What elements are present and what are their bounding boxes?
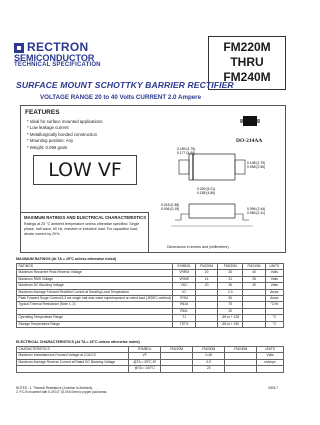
elec-char-cell: mAmps bbox=[257, 359, 284, 365]
max-ratings-cell: 30 bbox=[218, 283, 243, 289]
features-panel bbox=[20, 105, 286, 253]
max-ratings-cell: TSTG bbox=[173, 321, 196, 327]
document-title: SURFACE MOUNT SCHOTTKY BARRIER RECTIFIER bbox=[16, 80, 234, 90]
max-ratings-header-cell: RATINGS bbox=[17, 264, 173, 270]
elec-char-header-cell: SYMBOL bbox=[129, 347, 161, 353]
brand-subtitle: SEMICONDUCTOR bbox=[14, 53, 95, 63]
part-number-thru: THRU bbox=[230, 55, 264, 69]
elec-char-header-cell: CHARACTERISTICS bbox=[17, 347, 129, 353]
dim-label: 0.108 (2.70) bbox=[247, 161, 266, 165]
max-ratings-cell: 75 bbox=[218, 302, 243, 308]
side-lead-left bbox=[175, 214, 189, 220]
max-ratings-header-cell: FM240M bbox=[243, 264, 265, 270]
elec-char-cell bbox=[17, 366, 129, 372]
package-side-view bbox=[189, 204, 235, 218]
note-line: 2. P.C.B mounted with 0.2X0.2" (5.0X5.0mm²) copper pad areas. bbox=[16, 390, 108, 395]
max-ratings-row bbox=[17, 321, 284, 327]
max-ratings-cell bbox=[195, 321, 217, 327]
max-ratings-cell: Typical Thermal Resistance (Note 1, 2) bbox=[17, 302, 173, 308]
elec-char-cell: Maximum Average Reverse Current at Rated DC Blocking Voltage bbox=[17, 359, 129, 365]
max-ratings-cell: Volts bbox=[265, 283, 283, 289]
feature-item: * Weight: 0.096 gram bbox=[27, 145, 103, 151]
max-ratings-cell: 14 bbox=[195, 276, 217, 282]
max-ratings-cell: 30 bbox=[218, 270, 243, 276]
max-ratings-cell: 40 bbox=[243, 283, 265, 289]
ratings-notice-text: Ratings at 25 °C ambient temperature unless otherwise specified. Single phase, half wave, 60 Hz, resistive or inductive load. For capacitive load, derate current by 20%. bbox=[24, 222, 140, 236]
max-ratings-header-cell: SYMBOL bbox=[173, 264, 196, 270]
max-ratings-cell: RθJL bbox=[173, 308, 196, 314]
max-ratings-table bbox=[16, 263, 284, 328]
max-ratings-cell: IFSM bbox=[173, 296, 196, 302]
notes-block bbox=[16, 386, 107, 395]
elec-char-cell: VF bbox=[129, 353, 161, 359]
brand-name: RECTRON bbox=[27, 40, 89, 54]
max-ratings-header-cell: FM220M bbox=[195, 264, 217, 270]
ratings-notice-box bbox=[21, 212, 149, 253]
package-label: DO-214AA bbox=[236, 138, 263, 144]
max-ratings-cell: VRRM bbox=[173, 270, 196, 276]
max-ratings-cell: TJ bbox=[173, 315, 196, 321]
note-line: NOTES : 1. Thermal Resistance (Junction to Ambient). bbox=[16, 386, 94, 390]
rectron-logo-icon bbox=[14, 43, 24, 53]
max-ratings-cell: °C bbox=[265, 315, 283, 321]
elec-char-cell: @TA = 25°C IR bbox=[129, 359, 161, 365]
dim-label: 0.015 (0.38) bbox=[161, 203, 180, 207]
max-ratings-cell: Maximum Average Forward Rectified Current at Derating Lead Temperature bbox=[17, 289, 173, 295]
elec-char-cell bbox=[225, 366, 257, 372]
max-ratings-cell: 28 bbox=[243, 276, 265, 282]
feature-item: * Metallurgically bonded construction bbox=[27, 132, 103, 138]
feature-item: * Mounting position: Any bbox=[27, 138, 103, 144]
max-ratings-cell: RθJA bbox=[173, 302, 196, 308]
max-ratings-cell: VDC bbox=[173, 283, 196, 289]
dim-label: 0.083 (2.11) bbox=[247, 211, 266, 215]
elec-char-cell: @TA = 100°C bbox=[129, 366, 161, 372]
max-ratings-cell: 20 bbox=[195, 270, 217, 276]
feature-item: * Low leakage current bbox=[27, 125, 103, 131]
smd-package-icon bbox=[243, 116, 257, 126]
max-ratings-cell: 21 bbox=[218, 276, 243, 282]
features-title: FEATURES bbox=[25, 109, 60, 116]
dim-label: 0.006 (0.15) bbox=[161, 207, 180, 211]
max-ratings-cell: 2.0 bbox=[218, 289, 243, 295]
brand-tagline: TECHNICAL SPECIFICATION bbox=[14, 62, 101, 68]
elec-char-header-cell: FM240M bbox=[225, 347, 257, 353]
package-lead-right bbox=[235, 160, 245, 174]
max-ratings-cell: 40 bbox=[243, 270, 265, 276]
elec-char-cell bbox=[161, 366, 193, 372]
document-subtitle: VOLTAGE RANGE 20 to 40 Volts CURRENT 2.0 Ampere bbox=[40, 94, 202, 101]
max-ratings-cell: 20 bbox=[195, 283, 217, 289]
max-ratings-cell: °C/W bbox=[265, 302, 283, 308]
elec-char-title: ELECTRICAL CHARACTERISTICS (At TA = 25°C unless otherwise noted) bbox=[16, 340, 140, 344]
max-ratings-header-cell: FM230M bbox=[218, 264, 243, 270]
max-ratings-cell: Maximum Recurrent Peak Reverse Voltage bbox=[17, 270, 173, 276]
max-ratings-cell: 50 bbox=[218, 296, 243, 302]
max-ratings-cell: °C bbox=[265, 321, 283, 327]
elec-char-cell: Maximum Instantaneous Forward Voltage at 2.0A DC bbox=[17, 353, 129, 359]
elec-char-header-cell: FM220M bbox=[161, 347, 193, 353]
ratings-notice-title: MAXIMUM RATINGS AND ELECTRICAL CHARACTERISTICS bbox=[24, 215, 147, 220]
dimensions-note: Dimensions in inches and (millimeters) bbox=[167, 245, 229, 249]
max-ratings-title: MAXIMUM RATINGS (At TA = 25°C unless otherwise noted) bbox=[16, 257, 117, 261]
max-ratings-cell: -55 to + 150 bbox=[218, 321, 243, 327]
elec-char-table bbox=[16, 346, 284, 373]
max-ratings-cell: VRMS bbox=[173, 276, 196, 282]
max-ratings-cell: Storage Temperature Range bbox=[17, 321, 173, 327]
elec-char-cell: 0.48 bbox=[193, 353, 225, 359]
package-lead-left bbox=[179, 160, 189, 174]
dim-label: 0.177 (4.50) bbox=[177, 151, 196, 155]
package-top-view bbox=[189, 154, 235, 180]
max-ratings-cell: Amps bbox=[265, 296, 283, 302]
max-ratings-cell: Volts bbox=[265, 276, 283, 282]
dim-label: 0.096 (2.44) bbox=[247, 207, 266, 211]
feature-item: * Ideal for surface mounted applications bbox=[27, 119, 103, 125]
low-vf-badge: LOW VF bbox=[33, 155, 137, 185]
max-ratings-cell: 20 bbox=[218, 308, 243, 314]
max-ratings-cell: Maximum RMS Voltage bbox=[17, 276, 173, 282]
elec-char-cell bbox=[257, 366, 284, 372]
max-ratings-cell: Amps bbox=[265, 289, 283, 295]
elec-char-cell: Volts bbox=[257, 353, 284, 359]
elec-char-cell: 0.5 bbox=[193, 359, 225, 365]
max-ratings-cell bbox=[243, 321, 265, 327]
elec-char-cell: 20 bbox=[193, 366, 225, 372]
max-ratings-cell: Maximum DC Blocking Voltage bbox=[17, 283, 173, 289]
dim-label: 0.185 (4.80) bbox=[197, 191, 216, 195]
max-ratings-cell: Operating Temperature Range bbox=[17, 315, 173, 321]
max-ratings-cell: Peak Forward Surge Current 8.3 ms single half-sine-wave superimposed on rated load (JEDEC method) bbox=[18, 296, 171, 301]
elec-char-header-cell: UNITS bbox=[257, 347, 284, 353]
max-ratings-cell: IO bbox=[173, 289, 196, 295]
part-number-last: FM240M bbox=[223, 70, 271, 84]
max-ratings-cell: Volts bbox=[265, 270, 283, 276]
dim-label: 0.200 (5.21) bbox=[197, 187, 216, 191]
smd-lead-icon bbox=[240, 119, 243, 123]
dim-label: 0.189 (4.75) bbox=[177, 147, 196, 151]
smd-lead-icon bbox=[257, 119, 260, 123]
elec-char-header-cell: FM230M bbox=[193, 347, 225, 353]
part-number-first: FM220M bbox=[223, 40, 271, 54]
page-reference: 2005-7 bbox=[268, 386, 278, 390]
elec-char-row bbox=[17, 366, 284, 372]
max-ratings-header-cell: UNITS bbox=[265, 264, 283, 270]
dim-label: 0.098 (2.50) bbox=[247, 165, 266, 169]
max-ratings-cell: -55 to + 125 bbox=[218, 315, 243, 321]
